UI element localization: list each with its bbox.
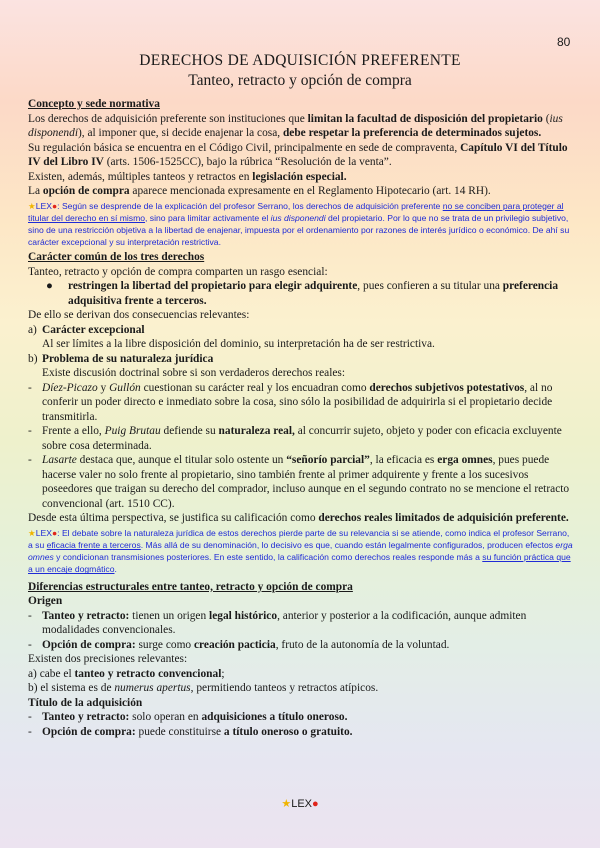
list-item: - Opción de compra: surge como creación pacticia, fruto de la autonomía de la voluntad. bbox=[28, 638, 450, 651]
list-item: - Lasarte destaca que, aunque el titular solo ostente un “señorío parcial”, la eficacia es erga omnes, pues puede hacerse valer no solo frente al propietario, sino también frente al primer adquirente y frente a los sucesivos poseedores que traigan su derecho del comprador, incluso aunque en el segundo contrato no se mencione el retracto convencional (art. 1510 CC). bbox=[28, 454, 570, 510]
drop-icon: ● bbox=[51, 200, 58, 211]
paragraph: Existen dos precisiones relevantes: bbox=[28, 653, 188, 666]
section-heading-caracter: Carácter común de los tres derechos bbox=[28, 251, 205, 264]
paragraph: Los derechos de adquisición preferente son instituciones que limitan la facultad de disposición del propietario (ius disponendi), al imponer que, si decide enajenar la cosa, debe respetar la preferencia de determinados sujetos. bbox=[28, 112, 563, 139]
list-item: b) Problema de su naturaleza jurídica bbox=[28, 352, 214, 365]
paragraph: Su regulación básica se encuentra en el Código Civil, principalmente en sede de compraventa, Capítulo VI del Título IV del Libro IV (arts. 1506-1525CC), bajo la rúbrica “Resolución de la venta”. bbox=[28, 141, 568, 168]
list-item: - Tanteo y retracto: solo operan en adquisiciones a título oneroso. bbox=[28, 711, 348, 724]
paragraph: Al ser límites a la libre disposición del dominio, su interpretación ha de ser restrictiva. bbox=[42, 338, 435, 351]
list-item: ● restringen la libertad del propietario para elegir adquirente, pues confieren a su titular una preferencia adquisitiva frente a terceros. bbox=[46, 280, 559, 307]
star-icon: ★ bbox=[28, 200, 36, 211]
list-item: - Frente a ello, Puig Brutau defiende su naturaleza real, al concurrir sujeto, objeto y poder con eficacia excluyente sobre cosa determinada. bbox=[28, 425, 562, 452]
paragraph: De ello se derivan dos consecuencias relevantes: bbox=[28, 309, 250, 322]
page-title: DERECHOS DE ADQUISICIÓN PREFERENTE bbox=[139, 52, 461, 69]
drop-icon: ● bbox=[51, 527, 58, 538]
paragraph: Desde esta última perspectiva, se justifica su calificación como derechos reales limitados de adquisición preferente. bbox=[28, 512, 569, 525]
drop-icon: ● bbox=[312, 798, 319, 810]
page-number: 80 bbox=[557, 35, 571, 49]
page-subtitle: Tanteo, retracto y opción de compra bbox=[188, 72, 412, 89]
list-item: - Tanteo y retracto: tienen un origen legal histórico, anterior y posterior a la codificación, aunque admiten modalidades convencionales. bbox=[28, 609, 527, 637]
paragraph: La opción de compra aparece mencionada expresamente en el Reglamento Hipotecario (art. 14 RH). bbox=[28, 185, 491, 197]
list-item: - Díez-Picazo y Gullón cuestionan su carácter real y los encuadran como derechos subjetivos potestativos, al no conferir un poder directo e inmediato sobre la cosa, sino sólo la posibilidad de adquirirla si el propietario decide transmitirla. bbox=[28, 381, 553, 423]
paragraph: a) cabe el tanteo y retracto convencional; bbox=[28, 667, 225, 680]
section-heading-diferencias: Diferencias estructurales entre tanteo, retracto y opción de compra bbox=[28, 580, 353, 593]
section-heading-concepto: Concepto y sede normativa bbox=[28, 98, 160, 110]
subheading-origen: Origen bbox=[28, 595, 63, 608]
subheading-titulo: Título de la adquisición bbox=[28, 696, 143, 709]
paragraph: b) el sistema es de numerus apertus, permitiendo tanteos y retractos atípicos. bbox=[28, 682, 379, 695]
document-body bbox=[28, 97, 573, 739]
bullet-icon: ● bbox=[46, 280, 53, 293]
paragraph: Existen, además, múltiples tanteos y retractos en legislación especial. bbox=[28, 170, 347, 183]
lex-note: ★LEX●: El debate sobre la naturaleza jurídica de estos derechos pierde parte de su relevancia si se atiende, como indica el profesor Serrano, a su eficacia frente a terceros. Más allá de su denominación, lo decisivo es que, cuando están legalmente configurados, producen efectos erga omnes y condicionan transmisiones posteriores. En este sentido, la calificación como derechos reales responde más a su función práctica que a un encaje dogmático. bbox=[28, 527, 573, 575]
list-item: - Opción de compra: puede constituirse a título oneroso o gratuito. bbox=[28, 725, 353, 738]
footer-lex: ★LEX● bbox=[281, 798, 319, 810]
paragraph: Tanteo, retracto y opción de compra comparten un rasgo esencial: bbox=[28, 265, 328, 278]
star-icon: ★ bbox=[28, 527, 36, 538]
lex-note: ★LEX●: Según se desprende de la explicación del profesor Serrano, los derechos de adquisición preferente no se conciben para proteger al titular del derecho en sí mismo, sino para limitar activamente el ius disponendi del propietario. Por lo que no se trata de un privilegio subjetivo, sino de una restricción objetiva a la libertad de enajenar, impuesta por el ordenamiento por razones de interés jurídico o económico. De ahí su carácter excepcional y su interpretación restrictiva. bbox=[28, 200, 570, 248]
list-item: a) Carácter excepcional bbox=[28, 323, 145, 336]
star-icon: ★ bbox=[281, 798, 292, 810]
paragraph: Existe discusión doctrinal sobre si son verdaderos derechos reales: bbox=[42, 367, 346, 380]
